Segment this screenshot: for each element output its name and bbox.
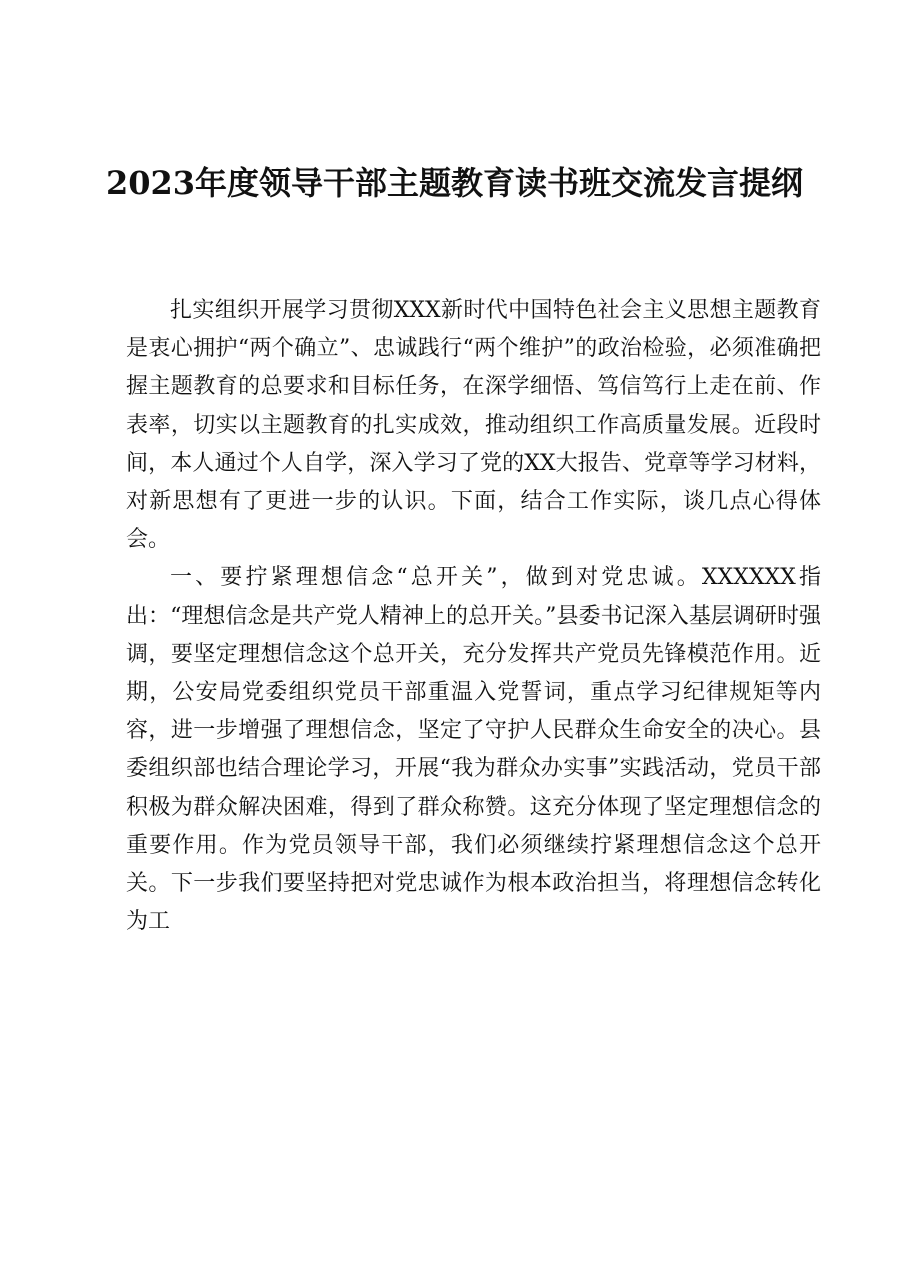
paragraph-intro: 扎实组织开展学习贯彻XXX新时代中国特色社会主义思想主题教育是衷心拥护“两个确立”、忠诚践行“两个维护”的政治检验，必须准确把握主题教育的总要求和目标任务，在深学细悟、笃信笃行上走在前、作表率，切实以主题教育的扎实成效，推动组织工作高质量发展。近段时间，本人通过个人自学，深入学习了党的XX大报告、党章等学习材料，对新思想有了更进一步的认识。下面，结合工作实际，谈几点心得体会。 [126, 298, 821, 553]
document-title: 2023年度领导干部主题教育读书班交流发言提纲 [105, 164, 804, 202]
document-body [126, 292, 821, 941]
paragraph-section-one: 一、要拧紧理想信念“总开关”，做到对党忠诚。XXXXXX指出：“理想信念是共产党人精神上的总开关。”县委书记深入基层调研时强调，要坚定理想信念这个总开关，充分发挥共产党员先锋模范作用。近期，公安局党委组织党员干部重温入党誓词，重点学习纪律规矩等内容，进一步增强了理想信念，坚定了守护人民群众生命安全的决心。县委组织部也结合理论学习，开展“我为群众办实事”实践活动，党员干部积极为群众解决困难，得到了群众称赞。这充分体现了坚定理想信念的重要作用。作为党员领导干部，我们必须继续拧紧理想信念这个总开关。下一步我们要坚持把对党忠诚作为根本政治担当，将理想信念转化为工 [126, 565, 821, 935]
